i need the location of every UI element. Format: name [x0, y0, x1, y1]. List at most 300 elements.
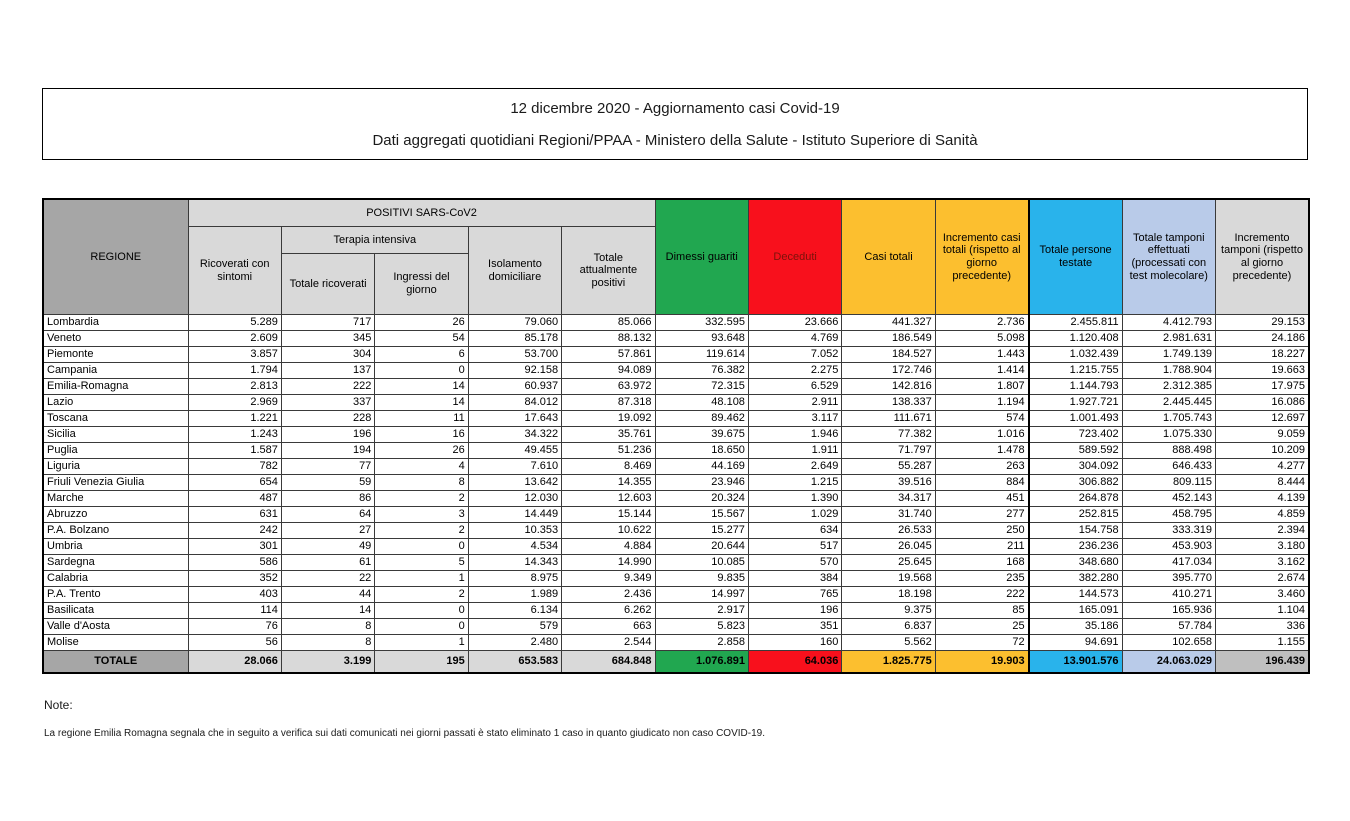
value-cell: 154.758 — [1029, 523, 1122, 539]
value-cell: 12.697 — [1215, 411, 1309, 427]
value-cell: 3.180 — [1215, 539, 1309, 555]
value-cell: 13.901.576 — [1029, 651, 1122, 674]
value-cell: 2.674 — [1215, 571, 1309, 587]
value-cell: 14 — [375, 379, 468, 395]
value-cell: 111.671 — [842, 411, 935, 427]
value-cell: 3.162 — [1215, 555, 1309, 571]
value-cell: 589.592 — [1029, 443, 1122, 459]
header-row-groups — [43, 199, 1309, 227]
value-cell: 348.680 — [1029, 555, 1122, 571]
value-cell: 87.318 — [562, 395, 655, 411]
value-cell: 137 — [281, 363, 374, 379]
table-row — [43, 491, 1309, 507]
value-cell: 55.287 — [842, 459, 935, 475]
value-cell: 1.705.743 — [1122, 411, 1215, 427]
value-cell: 1.194 — [935, 395, 1028, 411]
region-name-cell: Toscana — [43, 411, 188, 427]
value-cell: 2.275 — [748, 363, 841, 379]
value-cell: 1.443 — [935, 347, 1028, 363]
value-cell: 653.583 — [468, 651, 561, 674]
value-cell: 172.746 — [842, 363, 935, 379]
value-cell: 2 — [375, 587, 468, 603]
total-row — [43, 651, 1309, 674]
value-cell: 1.029 — [748, 507, 841, 523]
value-cell: 18.650 — [655, 443, 748, 459]
value-cell: 1.478 — [935, 443, 1028, 459]
value-cell: 6.262 — [562, 603, 655, 619]
value-cell: 3.117 — [748, 411, 841, 427]
value-cell: 34.322 — [468, 427, 561, 443]
value-cell: 184.527 — [842, 347, 935, 363]
header-positivi-group: POSITIVI SARS-CoV2 — [188, 199, 655, 227]
value-cell: 2.480 — [468, 635, 561, 651]
value-cell: 1.794 — [188, 363, 281, 379]
value-cell: 18.198 — [842, 587, 935, 603]
value-cell: 2.455.811 — [1029, 315, 1122, 331]
table-row — [43, 603, 1309, 619]
value-cell: 1.989 — [468, 587, 561, 603]
value-cell: 1.946 — [748, 427, 841, 443]
value-cell: 2.917 — [655, 603, 748, 619]
value-cell: 59 — [281, 475, 374, 491]
value-cell: 0 — [375, 539, 468, 555]
value-cell: 16 — [375, 427, 468, 443]
value-cell: 8 — [281, 619, 374, 635]
value-cell: 453.903 — [1122, 539, 1215, 555]
value-cell: 2.969 — [188, 395, 281, 411]
value-cell: 2.312.385 — [1122, 379, 1215, 395]
value-cell: 301 — [188, 539, 281, 555]
table-row — [43, 395, 1309, 411]
value-cell: 14.343 — [468, 555, 561, 571]
region-name-cell: Calabria — [43, 571, 188, 587]
value-cell: 1.788.904 — [1122, 363, 1215, 379]
value-cell: 884 — [935, 475, 1028, 491]
value-cell: 10.209 — [1215, 443, 1309, 459]
value-cell: 94.089 — [562, 363, 655, 379]
value-cell: 186.549 — [842, 331, 935, 347]
value-cell: 410.271 — [1122, 587, 1215, 603]
value-cell: 277 — [935, 507, 1028, 523]
table-row — [43, 459, 1309, 475]
value-cell: 654 — [188, 475, 281, 491]
value-cell: 646.433 — [1122, 459, 1215, 475]
value-cell: 142.816 — [842, 379, 935, 395]
value-cell: 888.498 — [1122, 443, 1215, 459]
value-cell: 2.609 — [188, 331, 281, 347]
region-name-cell: Campania — [43, 363, 188, 379]
value-cell: 4.769 — [748, 331, 841, 347]
value-cell: 85.178 — [468, 331, 561, 347]
value-cell: 6.837 — [842, 619, 935, 635]
value-cell: 92.158 — [468, 363, 561, 379]
value-cell: 1.120.408 — [1029, 331, 1122, 347]
value-cell: 3.199 — [281, 651, 374, 674]
value-cell: 235 — [935, 571, 1028, 587]
header-tamponi-effettuati: Totale tamponi effettuati (processati con test molecolare) — [1122, 199, 1215, 315]
value-cell: 14 — [281, 603, 374, 619]
total-label-cell: TOTALE — [43, 651, 188, 674]
header-totale-ricoverati: Totale ricoverati — [281, 254, 374, 315]
value-cell: 5 — [375, 555, 468, 571]
value-cell: 84.012 — [468, 395, 561, 411]
value-cell: 222 — [281, 379, 374, 395]
value-cell: 64 — [281, 507, 374, 523]
value-cell: 1.155 — [1215, 635, 1309, 651]
value-cell: 56 — [188, 635, 281, 651]
value-cell: 2 — [375, 523, 468, 539]
value-cell: 684.848 — [562, 651, 655, 674]
value-cell: 1.927.721 — [1029, 395, 1122, 411]
note-text: La regione Emilia Romagna segnala che in seguito a verifica sui dati comunicati nei giorni passati è stato eliminato 1 caso in quanto giudicato non caso COVID-19. — [44, 728, 765, 739]
value-cell: 7.610 — [468, 459, 561, 475]
value-cell: 71.797 — [842, 443, 935, 459]
value-cell: 1.076.891 — [655, 651, 748, 674]
header-incremento-tamponi: Incremento tamponi (rispetto al giorno precedente) — [1215, 199, 1309, 315]
value-cell: 15.144 — [562, 507, 655, 523]
value-cell: 86 — [281, 491, 374, 507]
value-cell: 114 — [188, 603, 281, 619]
header-terapia-group: Terapia intensiva — [281, 227, 468, 254]
header-incremento-casi: Incremento casi totali (rispetto al giorno precedente) — [935, 199, 1028, 315]
covid-data-table — [42, 198, 1310, 674]
value-cell: 19.092 — [562, 411, 655, 427]
value-cell: 384 — [748, 571, 841, 587]
value-cell: 19.568 — [842, 571, 935, 587]
region-name-cell: Veneto — [43, 331, 188, 347]
value-cell: 1.215.755 — [1029, 363, 1122, 379]
header-ricoverati-sintomi: Ricoverati con sintomi — [188, 227, 281, 315]
value-cell: 211 — [935, 539, 1028, 555]
value-cell: 8 — [375, 475, 468, 491]
value-cell: 144.573 — [1029, 587, 1122, 603]
value-cell: 11 — [375, 411, 468, 427]
value-cell: 8.444 — [1215, 475, 1309, 491]
value-cell: 517 — [748, 539, 841, 555]
region-name-cell: Emilia-Romagna — [43, 379, 188, 395]
table-row — [43, 443, 1309, 459]
value-cell: 250 — [935, 523, 1028, 539]
table-row — [43, 475, 1309, 491]
value-cell: 54 — [375, 331, 468, 347]
value-cell: 5.823 — [655, 619, 748, 635]
value-cell: 25 — [935, 619, 1028, 635]
value-cell: 1.414 — [935, 363, 1028, 379]
value-cell: 4.277 — [1215, 459, 1309, 475]
value-cell: 264.878 — [1029, 491, 1122, 507]
value-cell: 39.675 — [655, 427, 748, 443]
value-cell: 18.227 — [1215, 347, 1309, 363]
region-name-cell: Puglia — [43, 443, 188, 459]
value-cell: 63.972 — [562, 379, 655, 395]
value-cell: 10.622 — [562, 523, 655, 539]
header-isolamento-domiciliare: Isolamento domiciliare — [468, 227, 561, 315]
value-cell: 8 — [281, 635, 374, 651]
value-cell: 0 — [375, 363, 468, 379]
header-casi-totali: Casi totali — [842, 199, 935, 315]
value-cell: 9.349 — [562, 571, 655, 587]
value-cell: 1.390 — [748, 491, 841, 507]
table-row — [43, 539, 1309, 555]
value-cell: 3.857 — [188, 347, 281, 363]
value-cell: 8.469 — [562, 459, 655, 475]
value-cell: 28.066 — [188, 651, 281, 674]
value-cell: 79.060 — [468, 315, 561, 331]
value-cell: 24.063.029 — [1122, 651, 1215, 674]
value-cell: 88.132 — [562, 331, 655, 347]
value-cell: 196 — [281, 427, 374, 443]
value-cell: 304.092 — [1029, 459, 1122, 475]
value-cell: 22 — [281, 571, 374, 587]
value-cell: 9.375 — [842, 603, 935, 619]
value-cell: 723.402 — [1029, 427, 1122, 443]
region-name-cell: Sicilia — [43, 427, 188, 443]
value-cell: 570 — [748, 555, 841, 571]
value-cell: 1.807 — [935, 379, 1028, 395]
region-name-cell: Umbria — [43, 539, 188, 555]
value-cell: 1.001.493 — [1029, 411, 1122, 427]
value-cell: 574 — [935, 411, 1028, 427]
value-cell: 194 — [281, 443, 374, 459]
value-cell: 93.648 — [655, 331, 748, 347]
header-regione: REGIONE — [43, 199, 188, 315]
value-cell: 2.649 — [748, 459, 841, 475]
value-cell: 782 — [188, 459, 281, 475]
table-row — [43, 363, 1309, 379]
value-cell: 19.903 — [935, 651, 1028, 674]
value-cell: 717 — [281, 315, 374, 331]
value-cell: 12.030 — [468, 491, 561, 507]
value-cell: 24.186 — [1215, 331, 1309, 347]
header-ingressi-giorno: Ingressi del giorno — [375, 254, 468, 315]
value-cell: 15.567 — [655, 507, 748, 523]
value-cell: 23.946 — [655, 475, 748, 491]
value-cell: 76.382 — [655, 363, 748, 379]
table-header — [43, 199, 1309, 315]
value-cell: 60.937 — [468, 379, 561, 395]
value-cell: 168 — [935, 555, 1028, 571]
value-cell: 1.016 — [935, 427, 1028, 443]
value-cell: 20.644 — [655, 539, 748, 555]
header-deceduti: Deceduti — [748, 199, 841, 315]
value-cell: 102.658 — [1122, 635, 1215, 651]
value-cell: 452.143 — [1122, 491, 1215, 507]
value-cell: 14 — [375, 395, 468, 411]
table-row — [43, 587, 1309, 603]
value-cell: 2.394 — [1215, 523, 1309, 539]
value-cell: 242 — [188, 523, 281, 539]
notes-label: Note: — [44, 698, 73, 712]
value-cell: 44.169 — [655, 459, 748, 475]
value-cell: 89.462 — [655, 411, 748, 427]
title-box — [42, 88, 1308, 160]
value-cell: 2.736 — [935, 315, 1028, 331]
table-row — [43, 411, 1309, 427]
value-cell: 304 — [281, 347, 374, 363]
value-cell: 395.770 — [1122, 571, 1215, 587]
value-cell: 6.134 — [468, 603, 561, 619]
value-cell: 44 — [281, 587, 374, 603]
value-cell: 49.455 — [468, 443, 561, 459]
value-cell: 14.355 — [562, 475, 655, 491]
value-cell: 1.749.139 — [1122, 347, 1215, 363]
value-cell: 4 — [375, 459, 468, 475]
value-cell: 2.813 — [188, 379, 281, 395]
value-cell: 6.529 — [748, 379, 841, 395]
value-cell: 26 — [375, 315, 468, 331]
value-cell: 441.327 — [842, 315, 935, 331]
value-cell: 85.066 — [562, 315, 655, 331]
table-row — [43, 523, 1309, 539]
value-cell: 2 — [375, 491, 468, 507]
value-cell: 196 — [748, 603, 841, 619]
value-cell: 61 — [281, 555, 374, 571]
value-cell: 160 — [748, 635, 841, 651]
value-cell: 9.059 — [1215, 427, 1309, 443]
region-name-cell: Lombardia — [43, 315, 188, 331]
region-name-cell: Sardegna — [43, 555, 188, 571]
value-cell: 53.700 — [468, 347, 561, 363]
value-cell: 15.277 — [655, 523, 748, 539]
value-cell: 333.319 — [1122, 523, 1215, 539]
value-cell: 48.108 — [655, 395, 748, 411]
table-row — [43, 315, 1309, 331]
value-cell: 4.412.793 — [1122, 315, 1215, 331]
value-cell: 10.085 — [655, 555, 748, 571]
value-cell: 222 — [935, 587, 1028, 603]
value-cell: 663 — [562, 619, 655, 635]
value-cell: 809.115 — [1122, 475, 1215, 491]
value-cell: 6 — [375, 347, 468, 363]
value-cell: 5.289 — [188, 315, 281, 331]
value-cell: 1.075.330 — [1122, 427, 1215, 443]
value-cell: 1.104 — [1215, 603, 1309, 619]
value-cell: 634 — [748, 523, 841, 539]
value-cell: 165.936 — [1122, 603, 1215, 619]
value-cell: 3 — [375, 507, 468, 523]
header-totale-positivi: Totale attualmente positivi — [562, 227, 655, 315]
value-cell: 85 — [935, 603, 1028, 619]
table-wrap — [42, 198, 1310, 674]
value-cell: 51.236 — [562, 443, 655, 459]
value-cell: 119.614 — [655, 347, 748, 363]
value-cell: 9.835 — [655, 571, 748, 587]
value-cell: 451 — [935, 491, 1028, 507]
value-cell: 765 — [748, 587, 841, 603]
value-cell: 7.052 — [748, 347, 841, 363]
value-cell: 16.086 — [1215, 395, 1309, 411]
value-cell: 1.587 — [188, 443, 281, 459]
value-cell: 306.882 — [1029, 475, 1122, 491]
table-row — [43, 635, 1309, 651]
value-cell: 31.740 — [842, 507, 935, 523]
value-cell: 0 — [375, 619, 468, 635]
value-cell: 3.460 — [1215, 587, 1309, 603]
region-name-cell: P.A. Bolzano — [43, 523, 188, 539]
table-row — [43, 507, 1309, 523]
value-cell: 458.795 — [1122, 507, 1215, 523]
value-cell: 1 — [375, 635, 468, 651]
value-cell: 14.449 — [468, 507, 561, 523]
region-name-cell: Valle d'Aosta — [43, 619, 188, 635]
value-cell: 26.045 — [842, 539, 935, 555]
value-cell: 417.034 — [1122, 555, 1215, 571]
value-cell: 2.544 — [562, 635, 655, 651]
value-cell: 336 — [1215, 619, 1309, 635]
value-cell: 2.981.631 — [1122, 331, 1215, 347]
value-cell: 382.280 — [1029, 571, 1122, 587]
value-cell: 2.911 — [748, 395, 841, 411]
value-cell: 1.825.775 — [842, 651, 935, 674]
region-name-cell: Marche — [43, 491, 188, 507]
table-row — [43, 571, 1309, 587]
value-cell: 17.643 — [468, 411, 561, 427]
value-cell: 1 — [375, 571, 468, 587]
region-name-cell: Lazio — [43, 395, 188, 411]
value-cell: 49 — [281, 539, 374, 555]
value-cell: 2.436 — [562, 587, 655, 603]
region-name-cell: Molise — [43, 635, 188, 651]
value-cell: 72.315 — [655, 379, 748, 395]
value-cell: 0 — [375, 603, 468, 619]
value-cell: 35.761 — [562, 427, 655, 443]
value-cell: 228 — [281, 411, 374, 427]
value-cell: 57.784 — [1122, 619, 1215, 635]
value-cell: 94.691 — [1029, 635, 1122, 651]
value-cell: 236.236 — [1029, 539, 1122, 555]
value-cell: 332.595 — [655, 315, 748, 331]
value-cell: 72 — [935, 635, 1028, 651]
value-cell: 77.382 — [842, 427, 935, 443]
value-cell: 29.153 — [1215, 315, 1309, 331]
value-cell: 1.215 — [748, 475, 841, 491]
value-cell: 1.221 — [188, 411, 281, 427]
value-cell: 165.091 — [1029, 603, 1122, 619]
value-cell: 77 — [281, 459, 374, 475]
value-cell: 76 — [188, 619, 281, 635]
region-name-cell: Piemonte — [43, 347, 188, 363]
value-cell: 579 — [468, 619, 561, 635]
value-cell: 352 — [188, 571, 281, 587]
value-cell: 195 — [375, 651, 468, 674]
value-cell: 14.990 — [562, 555, 655, 571]
value-cell: 27 — [281, 523, 374, 539]
value-cell: 10.353 — [468, 523, 561, 539]
value-cell: 4.139 — [1215, 491, 1309, 507]
value-cell: 8.975 — [468, 571, 561, 587]
value-cell: 4.534 — [468, 539, 561, 555]
value-cell: 263 — [935, 459, 1028, 475]
value-cell: 25.645 — [842, 555, 935, 571]
table-row — [43, 427, 1309, 443]
value-cell: 252.815 — [1029, 507, 1122, 523]
value-cell: 1.243 — [188, 427, 281, 443]
value-cell: 14.997 — [655, 587, 748, 603]
region-name-cell: Friuli Venezia Giulia — [43, 475, 188, 491]
header-persone-testate: Totale persone testate — [1029, 199, 1122, 315]
table-row — [43, 619, 1309, 635]
table-body — [43, 315, 1309, 674]
value-cell: 23.666 — [748, 315, 841, 331]
table-row — [43, 347, 1309, 363]
value-cell: 631 — [188, 507, 281, 523]
value-cell: 17.975 — [1215, 379, 1309, 395]
value-cell: 586 — [188, 555, 281, 571]
region-name-cell: P.A. Trento — [43, 587, 188, 603]
value-cell: 1.144.793 — [1029, 379, 1122, 395]
title-line-1: 12 dicembre 2020 - Aggiornamento casi Covid-19 — [510, 99, 840, 117]
value-cell: 4.884 — [562, 539, 655, 555]
